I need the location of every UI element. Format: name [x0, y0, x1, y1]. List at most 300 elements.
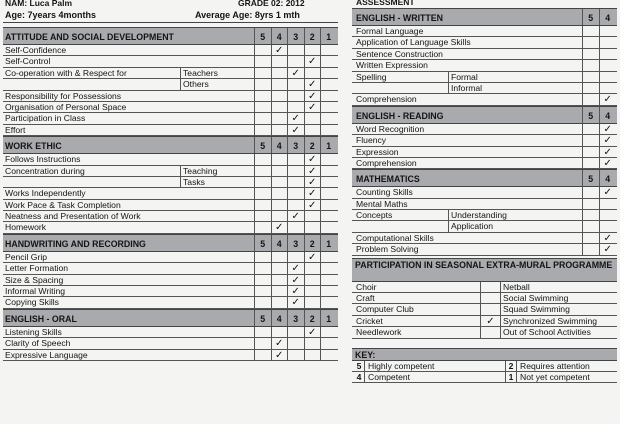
rating-cell-3 [287, 154, 304, 164]
reading-row [352, 158, 617, 169]
rating-cell-4 [599, 60, 616, 70]
rating-col-5: 5 [254, 235, 271, 251]
tick-mark: ✓ [304, 166, 321, 176]
maths-row [352, 210, 617, 221]
tick-mark: ✓ [287, 113, 304, 123]
rating-cell-4 [271, 102, 288, 112]
work-row [3, 222, 338, 233]
rating-cell-2 [304, 45, 321, 55]
rating-cell-3 [287, 188, 304, 198]
work-header [3, 136, 338, 154]
written-header [352, 8, 617, 26]
rating-cell-2 [304, 275, 321, 285]
rating-cell-5 [582, 158, 599, 168]
rating-cell-1 [320, 222, 337, 232]
grade-label: GRADE 02: 2012 [238, 0, 305, 8]
rating-cell-2 [304, 263, 321, 273]
tick-mark: ✓ [287, 125, 304, 135]
rating-cell-5 [254, 166, 271, 176]
rating-col-2: 2 [304, 28, 321, 44]
rating-cell-1 [320, 166, 337, 176]
tick-mark: ✓ [271, 338, 288, 348]
rating-cell-5 [254, 177, 271, 187]
reading-row [352, 147, 617, 158]
rating-cell-1 [320, 252, 337, 262]
tick-mark: ✓ [271, 45, 288, 55]
activity-left: Computer Club [356, 304, 414, 315]
rating-col-4: 4 [271, 235, 288, 251]
written-row [352, 83, 617, 94]
row-label: Organisation of Personal Space [5, 101, 127, 112]
key-row [352, 361, 617, 372]
rating-cell-1 [320, 79, 337, 89]
rating-cell-5 [582, 210, 599, 220]
rating-cell-4 [271, 263, 288, 273]
left-sections [3, 27, 338, 361]
rating-cell-4 [271, 286, 288, 296]
tick-mark: ✓ [287, 297, 304, 307]
extramural-rows [352, 282, 617, 339]
extramural-row [352, 316, 617, 327]
reading-section [352, 106, 617, 170]
activity-right: Synchronized Swimming [500, 316, 617, 326]
attitude-header [3, 27, 338, 45]
rating-cell-5 [254, 68, 271, 78]
extramural-section [352, 258, 617, 339]
activity-tick-cell [480, 282, 500, 292]
row-label: Homework [5, 222, 47, 233]
row-label: Expressive Language [5, 349, 88, 360]
tick-mark: ✓ [599, 158, 616, 168]
rating-cell-4 [271, 188, 288, 198]
rating-cell-5 [254, 102, 271, 112]
rating-cell-4 [599, 221, 616, 231]
rating-cell-5 [254, 222, 271, 232]
written-row [352, 94, 617, 105]
rating-cell-3 [287, 102, 304, 112]
oral-section [3, 309, 338, 361]
rating-col-3: 3 [287, 235, 304, 251]
rating-col-5: 5 [582, 9, 599, 25]
oral-row [3, 350, 338, 361]
tick-mark: ✓ [304, 154, 321, 164]
written-row [352, 49, 617, 60]
rating-cell-3 [287, 177, 304, 187]
rating-cell-4 [599, 37, 616, 47]
row-label: Problem Solving [356, 244, 419, 255]
tick-mark: ✓ [287, 68, 304, 78]
tick-mark: ✓ [287, 286, 304, 296]
rating-cell-3 [287, 56, 304, 66]
rating-cell-3 [287, 200, 304, 210]
row-sublabel: Formal [448, 72, 582, 82]
row-sublabel: Teachers [180, 68, 254, 78]
rating-cell-2 [304, 125, 321, 135]
row-label: Clarity of Speech [5, 338, 71, 349]
reading-row [352, 124, 617, 135]
attitude-row [3, 68, 338, 79]
rating-cell-1 [320, 91, 337, 101]
name-row [3, 0, 338, 9]
rating-col-4: 4 [599, 170, 616, 186]
handwriting-section [3, 234, 338, 309]
row-label: Fluency [356, 135, 387, 146]
row-label: Written Expression [356, 60, 428, 71]
rating-cell-4 [599, 72, 616, 82]
rating-cell-5 [254, 91, 271, 101]
assessment-heading: ASSESSMENT [356, 0, 415, 7]
rating-cell-4 [271, 166, 288, 176]
rating-cell-5 [582, 135, 599, 145]
activity-left: Needlework [356, 327, 402, 338]
attitude-row [3, 113, 338, 124]
tick-mark: ✓ [599, 233, 616, 243]
rating-cell-3 [287, 252, 304, 262]
rating-col-5: 5 [254, 28, 271, 44]
attitude-section [3, 27, 338, 136]
tick-mark: ✓ [599, 187, 616, 197]
tick-mark: ✓ [599, 244, 616, 254]
rating-cell-2 [304, 350, 321, 360]
extramural-row [352, 293, 617, 304]
extramural-title: PARTICIPATION IN SEASONAL EXTRA-MURAL PROGRAMME [352, 258, 617, 282]
rating-cell-4 [271, 68, 288, 78]
rating-cell-1 [320, 211, 337, 221]
rating-col-1: 1 [320, 28, 337, 44]
rating-cell-5 [582, 49, 599, 59]
row-label: Effort [5, 124, 26, 135]
key-rows [352, 361, 617, 384]
rating-cell-1 [320, 286, 337, 296]
row-label: Self-Confidence [5, 45, 67, 55]
tick-mark: ✓ [304, 200, 321, 210]
rating-cell-3 [287, 222, 304, 232]
tick-mark: ✓ [287, 211, 304, 221]
oral-title: ENGLISH - ORAL [5, 313, 77, 324]
rating-cell-5 [254, 45, 271, 55]
rating-cell-2 [304, 113, 321, 123]
rating-cell-5 [254, 338, 271, 348]
rating-cell-4 [599, 199, 616, 209]
tick-mark: ✓ [304, 177, 321, 187]
handwriting-row [3, 286, 338, 297]
row-label: Expression [356, 146, 399, 157]
handwriting-row [3, 297, 338, 308]
extramural-row [352, 327, 617, 338]
tick-mark: ✓ [599, 147, 616, 157]
tick-mark: ✓ [304, 252, 321, 262]
rating-cell-5 [582, 244, 599, 254]
key-title: KEY: [352, 348, 617, 361]
rating-cell-1 [320, 56, 337, 66]
maths-header [352, 169, 617, 187]
row-sublabel: Others [180, 79, 254, 89]
oral-row [3, 338, 338, 349]
work-row [3, 177, 338, 188]
rating-col-4: 4 [271, 310, 288, 326]
tick-mark: ✓ [287, 275, 304, 285]
work-row [3, 188, 338, 199]
maths-title: MATHEMATICS [356, 174, 420, 185]
row-sublabel: Application [448, 221, 582, 231]
row-label: Counting Skills [356, 187, 413, 198]
activity-right: Squad Swimming [500, 304, 617, 314]
maths-row [352, 187, 617, 198]
rating-cell-4 [271, 91, 288, 101]
tick-mark: ✓ [304, 327, 321, 337]
tick-mark: ✓ [287, 263, 304, 273]
written-section [352, 8, 617, 106]
row-label: Spelling [356, 71, 387, 82]
row-label: Follows Instructions [5, 154, 81, 165]
rating-cell-4 [599, 210, 616, 220]
row-label: Pencil Grip [5, 251, 48, 262]
rating-cell-5 [254, 154, 271, 164]
attitude-row [3, 79, 338, 90]
rating-cell-5 [254, 79, 271, 89]
rating-col-5: 5 [254, 137, 271, 153]
rating-cell-5 [582, 233, 599, 243]
row-sublabel: Teaching [180, 166, 254, 176]
right-panel [352, 0, 617, 424]
key-text: Competent [368, 371, 411, 382]
work-row [3, 154, 338, 165]
rating-cell-3 [287, 79, 304, 89]
rating-cell-5 [582, 60, 599, 70]
row-label: Concentration during [5, 165, 85, 176]
rating-cell-1 [320, 338, 337, 348]
left-panel [3, 0, 338, 424]
rating-cell-5 [254, 252, 271, 262]
rating-cell-3 [287, 327, 304, 337]
rating-cell-2 [304, 297, 321, 307]
rating-col-3: 3 [287, 137, 304, 153]
rating-cell-1 [320, 200, 337, 210]
row-label: Sentence Construction [356, 48, 443, 59]
rating-cell-3 [287, 91, 304, 101]
tick-mark: ✓ [304, 102, 321, 112]
rating-cell-4 [271, 125, 288, 135]
tick-mark: ✓ [599, 135, 616, 145]
rating-cell-5 [254, 125, 271, 135]
rating-col-1: 1 [320, 137, 337, 153]
handwriting-title: HANDWRITING AND RECORDING [5, 238, 146, 249]
rating-cell-4 [599, 49, 616, 59]
oral-row [3, 327, 338, 338]
written-row [352, 37, 617, 48]
row-label: Letter Formation [5, 263, 69, 274]
rating-cell-1 [320, 113, 337, 123]
maths-row [352, 233, 617, 244]
activity-left: Cricket [356, 315, 383, 326]
work-row [3, 200, 338, 211]
row-sublabel: Understanding [448, 210, 582, 220]
row-label: Work Pace & Task Completion [5, 199, 121, 210]
rating-col-2: 2 [304, 137, 321, 153]
rating-cell-5 [254, 263, 271, 273]
attitude-row [3, 102, 338, 113]
rating-cell-4 [271, 211, 288, 221]
rating-cell-1 [320, 177, 337, 187]
handwriting-row [3, 275, 338, 286]
activity-tick-cell [480, 293, 500, 303]
written-row [352, 26, 617, 37]
rating-cell-2 [304, 68, 321, 78]
rating-cell-5 [582, 83, 599, 93]
tick-mark: ✓ [304, 56, 321, 66]
row-sublabel: Tasks [180, 177, 254, 187]
rating-cell-5 [254, 211, 271, 221]
work-section [3, 136, 338, 234]
rating-cell-4 [271, 56, 288, 66]
handwriting-row [3, 263, 338, 274]
rating-cell-5 [254, 297, 271, 307]
row-label: Listening Skills [5, 326, 62, 337]
attitude-row [3, 45, 338, 56]
rating-cell-2 [304, 211, 321, 221]
rating-cell-1 [320, 68, 337, 78]
row-label: Size & Spacing [5, 274, 64, 285]
key-text: Requires attention [520, 360, 590, 371]
activity-tick-cell [480, 327, 500, 337]
row-label: Mental Maths [356, 198, 408, 209]
rating-cell-5 [254, 327, 271, 337]
rating-cell-4 [271, 154, 288, 164]
rating-cell-5 [254, 200, 271, 210]
extramural-row [352, 304, 617, 315]
rating-col-5: 5 [582, 107, 599, 123]
rating-cell-4 [271, 275, 288, 285]
activity-left: Craft [356, 293, 375, 304]
maths-row [352, 199, 617, 210]
reading-row [352, 135, 617, 146]
maths-row [352, 221, 617, 232]
age-label: Age: 7years 4months [5, 10, 97, 20]
row-label: Works Independently [5, 188, 86, 199]
rating-cell-5 [582, 187, 599, 197]
oral-header [3, 309, 338, 327]
reading-title: ENGLISH - READING [356, 110, 444, 121]
rating-cell-4 [599, 26, 616, 36]
activity-tick-cell [480, 304, 500, 314]
attitude-row [3, 125, 338, 136]
extramural-row [352, 282, 617, 293]
maths-section [352, 169, 617, 255]
written-row [352, 60, 617, 71]
rating-cell-5 [582, 124, 599, 134]
rating-cell-4 [271, 113, 288, 123]
row-label: Informal Writing [5, 286, 66, 297]
rating-cell-3 [287, 350, 304, 360]
rating-cell-5 [254, 286, 271, 296]
row-label: Copying Skills [5, 297, 59, 308]
rating-cell-1 [320, 125, 337, 135]
rating-cell-3 [287, 338, 304, 348]
rating-col-5: 5 [254, 310, 271, 326]
written-row [352, 72, 617, 83]
tick-mark: ✓ [304, 79, 321, 89]
key-number: 4 [354, 372, 365, 382]
rating-cell-3 [287, 45, 304, 55]
rating-cell-4 [271, 252, 288, 262]
rating-cell-5 [582, 72, 599, 82]
row-label: Formal Language [356, 26, 424, 36]
row-label: Participation in Class [5, 113, 86, 124]
age-row [3, 9, 338, 23]
activity-right: Out of School Activities [500, 327, 617, 337]
rating-col-4: 4 [599, 9, 616, 25]
row-label: Self-Control [5, 56, 51, 67]
activity-right: Social Swimming [500, 293, 617, 303]
handwriting-header [3, 234, 338, 252]
rating-col-1: 1 [320, 310, 337, 326]
row-label: Comprehension [356, 157, 417, 168]
tick-mark: ✓ [304, 188, 321, 198]
key-row [352, 372, 617, 383]
student-name: NAM: Luca Palm [5, 0, 73, 8]
rating-cell-5 [254, 275, 271, 285]
rating-col-4: 4 [271, 137, 288, 153]
rating-col-3: 3 [287, 310, 304, 326]
key-number: 2 [505, 361, 517, 371]
rating-cell-5 [582, 147, 599, 157]
rating-cell-5 [582, 94, 599, 104]
tick-mark: ✓ [271, 350, 288, 360]
rating-cell-1 [320, 45, 337, 55]
rating-cell-5 [582, 37, 599, 47]
work-title: WORK ETHIC [5, 141, 62, 152]
written-title: ENGLISH - WRITTEN [356, 13, 443, 23]
rating-cell-2 [304, 286, 321, 296]
rating-cell-5 [254, 350, 271, 360]
rating-cell-1 [320, 275, 337, 285]
tick-mark: ✓ [599, 124, 616, 134]
key-text: Not yet competent [520, 371, 590, 382]
rating-cell-1 [320, 154, 337, 164]
rating-col-2: 2 [304, 310, 321, 326]
key-text: Highly competent [368, 360, 435, 371]
rating-cell-1 [320, 263, 337, 273]
attitude-row [3, 56, 338, 67]
row-label: Neatness and Presentation of Work [5, 211, 141, 222]
key-number: 1 [505, 372, 517, 382]
rating-cell-4 [271, 297, 288, 307]
work-row [3, 166, 338, 177]
tick-mark: ✓ [271, 222, 288, 232]
rating-cell-3 [287, 166, 304, 176]
attitude-row [3, 91, 338, 102]
rating-cell-1 [320, 188, 337, 198]
rating-cell-5 [254, 56, 271, 66]
rating-col-5: 5 [582, 170, 599, 186]
rating-col-3: 3 [287, 28, 304, 44]
rating-cell-5 [582, 199, 599, 209]
rating-cell-5 [254, 188, 271, 198]
row-label: Responsibility for Possessions [5, 90, 122, 101]
work-row [3, 211, 338, 222]
rating-cell-2 [304, 222, 321, 232]
rating-cell-5 [582, 26, 599, 36]
row-label: Co-operation with & Respect for [5, 67, 127, 78]
rating-col-4: 4 [599, 107, 616, 123]
maths-row [352, 244, 617, 255]
average-age-label: Average Age: 8yrs 1 mth [195, 10, 300, 20]
row-label: Comprehension [356, 94, 417, 105]
row-sublabel: Informal [448, 83, 582, 93]
tick-mark: ✓ [480, 316, 500, 326]
reading-header [352, 106, 617, 124]
row-label: Application of Language Skills [356, 37, 471, 48]
